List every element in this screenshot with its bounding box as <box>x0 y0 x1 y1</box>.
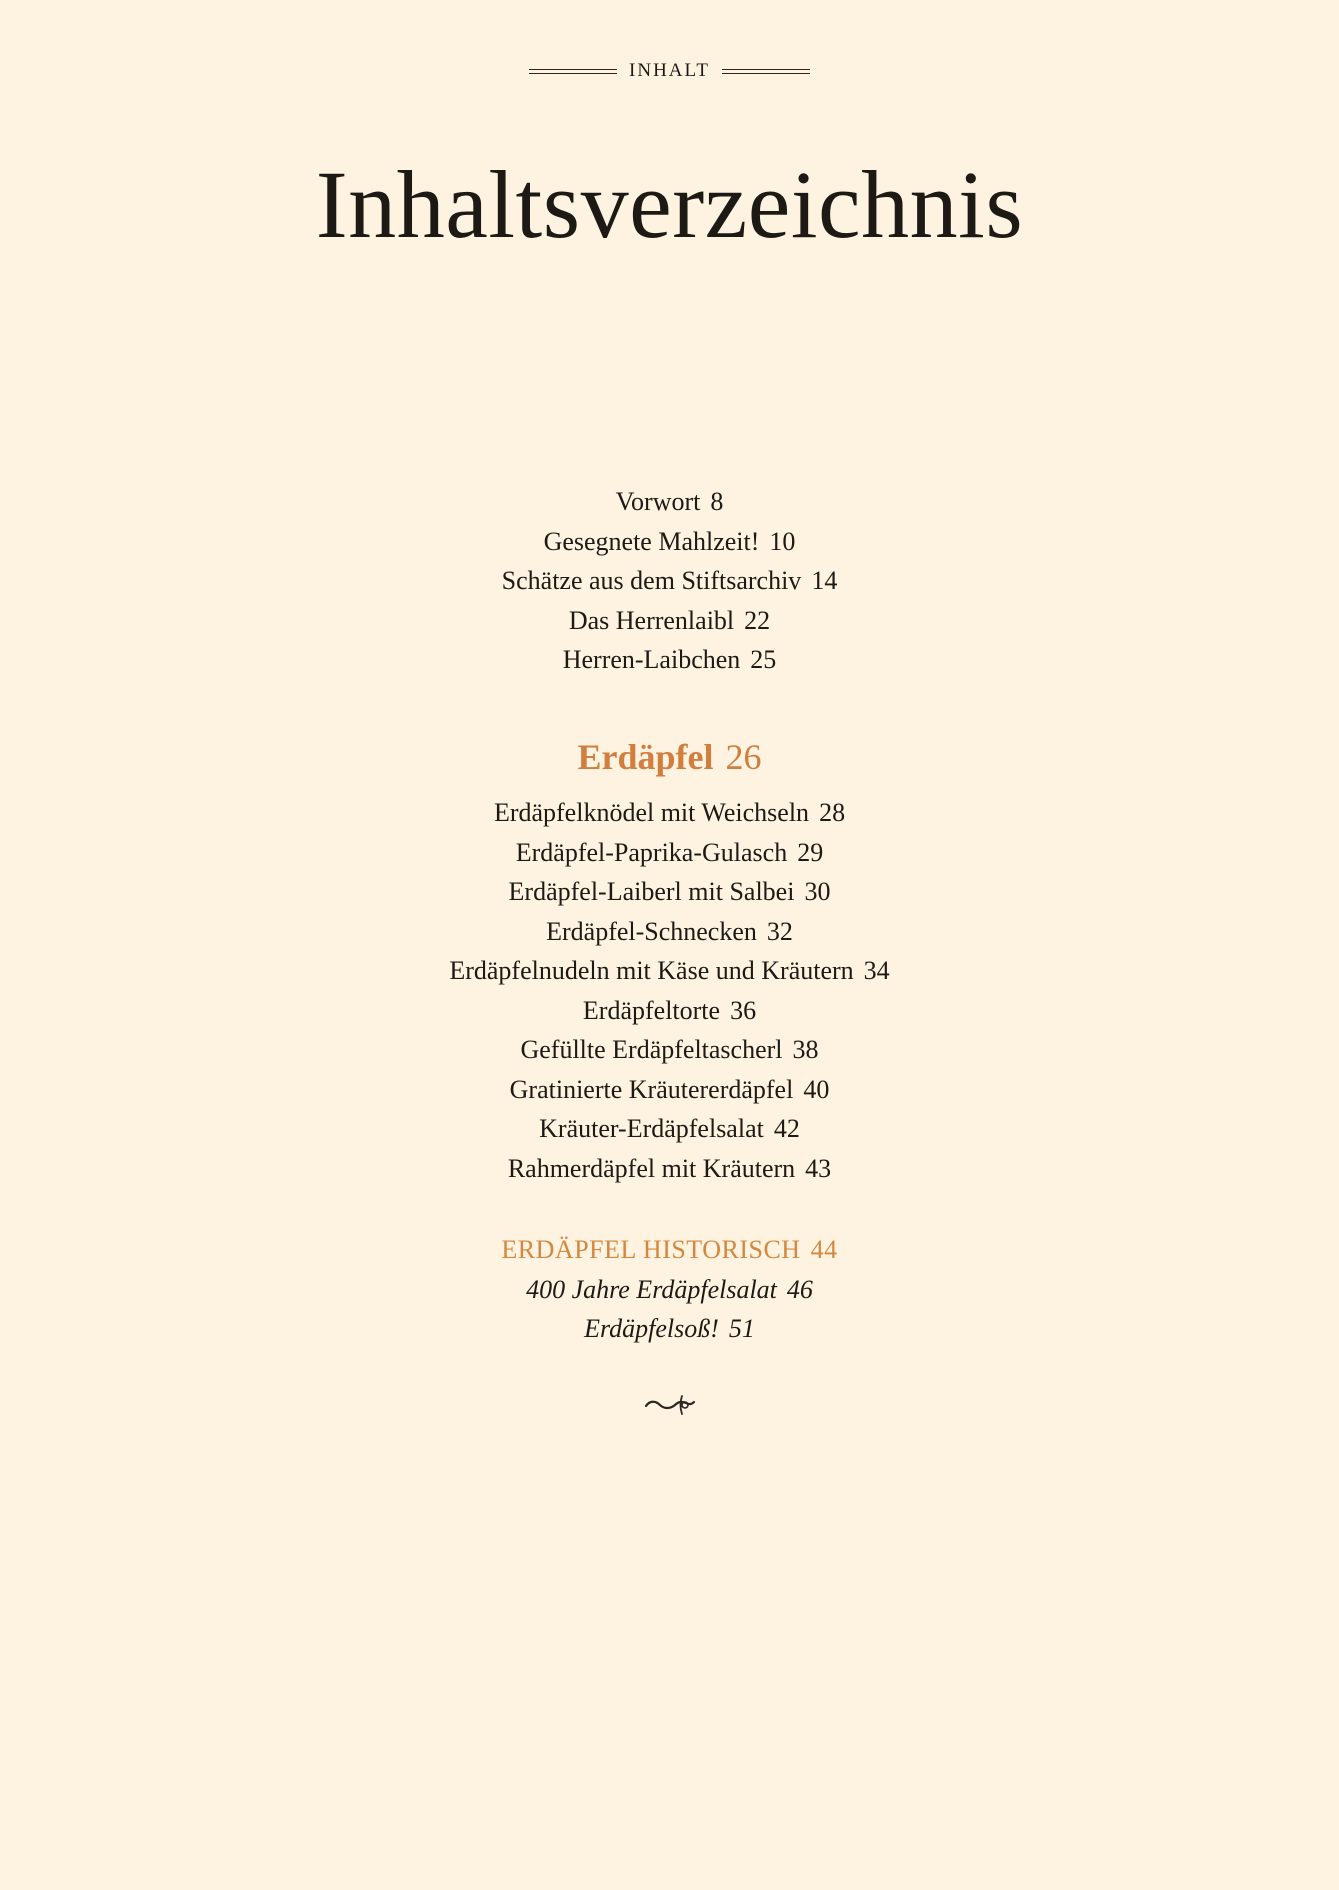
toc-entry-page: 43 <box>805 1153 832 1183</box>
toc-entry-title: Erdäpfelknödel mit Weichseln <box>493 798 810 827</box>
toc-entry[interactable] <box>0 1030 1339 1070</box>
toc-entry-page: 36 <box>730 995 757 1025</box>
toc-entry-page: 40 <box>803 1074 830 1104</box>
toc-entry-page: 14 <box>811 566 838 595</box>
toc-entry-title: Erdäpfel-Schnecken <box>546 916 757 946</box>
toc-entry[interactable] <box>0 522 1339 562</box>
toc-entry-title: Vorwort <box>615 487 701 516</box>
toc-entry-title: Erdäpfelsoß! <box>584 1314 719 1343</box>
toc-entry[interactable] <box>0 912 1339 952</box>
section-heading-title: Erdäpfel <box>577 737 714 777</box>
toc-entry[interactable] <box>0 482 1339 522</box>
toc-entry-page: 30 <box>804 877 831 906</box>
toc-entry-title: Gratinierte Kräutererdäpfel <box>509 1074 794 1104</box>
toc-entry-title: Das Herrenlaibl <box>568 605 735 635</box>
toc-entry-title: Gefüllte Erdäpfeltascherl <box>520 1035 783 1064</box>
toc-entry-title: Erdäpfel-Laiberl mit Salbei <box>508 877 795 906</box>
toc-entry-page: 22 <box>744 605 771 635</box>
header-label: INHALT <box>629 60 710 81</box>
toc-entry[interactable] <box>0 872 1339 912</box>
toc-entry[interactable] <box>0 601 1339 641</box>
toc-history-heading[interactable] <box>0 1230 1339 1270</box>
toc-entry-page: 38 <box>792 1035 819 1064</box>
toc-entry[interactable] <box>0 1149 1339 1189</box>
toc-entry[interactable] <box>0 1109 1339 1149</box>
toc-entry-page: 51 <box>728 1314 755 1343</box>
header-rule-right <box>722 69 810 74</box>
toc-entry[interactable] <box>0 793 1339 833</box>
toc-entry-title: Herren-Laibchen <box>562 645 741 674</box>
toc-entry-title: Kräuter-Erdäpfelsalat <box>539 1114 764 1143</box>
toc-entry-title: 400 Jahre Erdäpfelsalat <box>526 1274 777 1304</box>
page-title: Inhaltsverzeichnis <box>315 151 1024 258</box>
toc-entry-page: 29 <box>797 837 824 867</box>
toc-entry[interactable] <box>0 991 1339 1031</box>
toc-entry[interactable] <box>0 1309 1339 1349</box>
toc-history-group <box>0 1230 1339 1349</box>
toc-entry-page: 28 <box>819 798 846 827</box>
toc-section-erdaepfel <box>0 735 1339 1188</box>
toc-entry-title: Schätze aus dem Stiftsarchiv <box>501 566 802 595</box>
toc-section-heading[interactable] <box>0 735 1339 779</box>
toc-entry[interactable] <box>0 1070 1339 1110</box>
header-rule-left <box>529 69 617 74</box>
toc-entry-title: Erdäpfel-Paprika-Gulasch <box>515 837 788 867</box>
toc-entry-page: 34 <box>863 956 890 985</box>
toc-entry-title: Gesegnete Mahlzeit! <box>543 526 760 556</box>
toc-entry-title: Erdäpfelnudeln mit Käse und Kräutern <box>449 956 854 985</box>
toc-entry[interactable] <box>0 640 1339 680</box>
history-heading-page: 44 <box>810 1235 838 1264</box>
toc-entry-page: 25 <box>750 645 777 674</box>
section-heading-page: 26 <box>725 737 762 777</box>
toc-intro-group <box>0 482 1339 680</box>
toc-entry-page: 32 <box>766 916 793 946</box>
toc-entry-page: 42 <box>773 1114 800 1143</box>
toc-entry-title: Rahmerdäpfel mit Kräutern <box>507 1153 796 1183</box>
section-header <box>0 60 1339 82</box>
toc-entry[interactable] <box>0 561 1339 601</box>
toc-entry[interactable] <box>0 1270 1339 1310</box>
toc-entry-page: 8 <box>710 487 724 516</box>
toc-entry-title: Erdäpfeltorte <box>582 995 721 1025</box>
toc-entry-page: 46 <box>786 1274 813 1304</box>
toc-entry[interactable] <box>0 951 1339 991</box>
toc-entry[interactable] <box>0 833 1339 873</box>
flourish-ornament-icon <box>0 1392 1339 1422</box>
history-heading-title: ERDÄPFEL HISTORISCH <box>501 1235 801 1264</box>
toc-entry-page: 10 <box>769 526 796 556</box>
